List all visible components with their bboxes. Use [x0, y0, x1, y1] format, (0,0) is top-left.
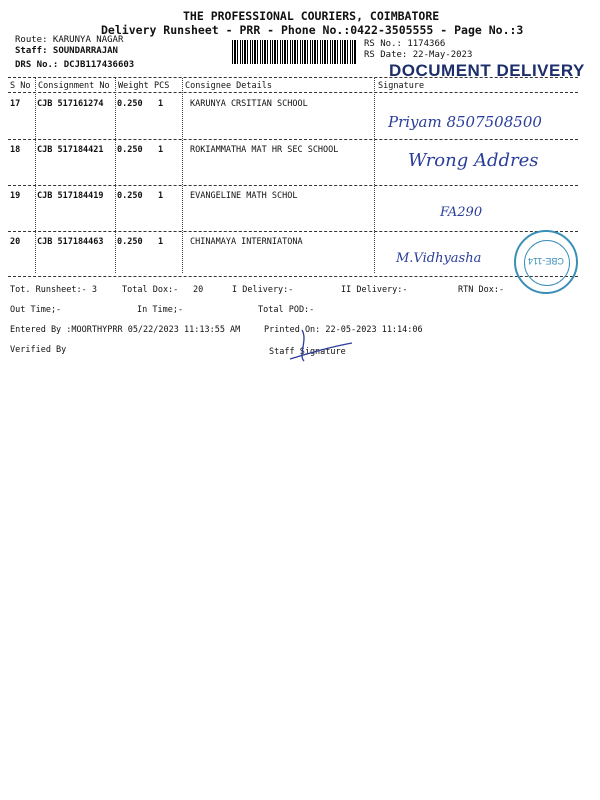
row-weight: 0.250	[117, 237, 143, 247]
staff: Staff: SOUNDARRAJAN	[15, 46, 118, 56]
total-pod: Total POD:-	[258, 305, 315, 315]
row-sno: 19	[10, 191, 21, 201]
row-consignee: CHINAMAYA INTERNIATONA	[190, 237, 303, 247]
printed-on: Printed On: 22-05-2023 11:14:06	[264, 325, 423, 335]
row-consignment: CJB 517161274	[37, 99, 104, 109]
col-consignee: Consignee Details	[185, 81, 272, 91]
entered-by: Entered By :MOORTHYPRR 05/22/2023 11:13:55 AM	[10, 325, 241, 335]
row-signature: Priyam 8507508500	[388, 113, 542, 131]
col-signature: Signature	[378, 81, 425, 91]
row-weight: 0.250	[117, 99, 143, 109]
row-consignment: CJB 517184419	[37, 191, 104, 201]
row-consignment: CJB 517184463	[37, 237, 104, 247]
row-weight: 0.250	[117, 191, 143, 201]
tot-runsheet: Tot. Runsheet:- 3	[10, 285, 97, 295]
row-consignment: CJB 517184421	[37, 145, 104, 155]
col-consignment: Consignment No	[38, 81, 110, 91]
verified-by: Verified By	[10, 345, 67, 355]
table-bottom-rule	[8, 276, 578, 277]
row-sno: 18	[10, 145, 21, 155]
row-rule	[8, 139, 578, 140]
rs-number: RS No.: 1174366	[364, 39, 446, 49]
i-delivery: I Delivery:-	[232, 285, 294, 295]
col-sno: S No	[10, 81, 31, 91]
total-dox-label: Total Dox:-	[122, 285, 179, 295]
row-signature: M.Vidhyasha	[396, 251, 482, 266]
out-time: Out Time;-	[10, 305, 62, 315]
staff-signature-scribble	[280, 325, 360, 365]
rs-date: RS Date: 22-May-2023	[364, 50, 473, 60]
total-dox-value: 20	[193, 285, 204, 295]
seal-text: CBE-114	[528, 256, 564, 266]
row-sno: 17	[10, 99, 21, 109]
drs-number: DRS No.: DCJB117436603	[15, 60, 135, 70]
col-divider	[115, 78, 116, 273]
row-pcs: 1	[158, 191, 164, 201]
row-consignee: EVANGELINE MATH SCHOL	[190, 191, 298, 201]
rtn-dox: RTN Dox:-	[458, 285, 505, 295]
col-divider	[374, 78, 375, 273]
document-delivery-stamp: DOCUMENT DELIVERY	[389, 61, 585, 80]
row-pcs: 1	[158, 99, 164, 109]
col-pcs: PCS	[154, 81, 170, 91]
table-top-rule	[8, 77, 578, 78]
staff-signature: Staff Signature	[269, 347, 346, 357]
col-divider	[182, 78, 183, 273]
row-consignee: ROKIAMMATHA MAT HR SEC SCHOOL	[190, 145, 339, 155]
seal-stamp	[514, 230, 578, 294]
col-divider	[35, 78, 36, 273]
row-signature: FA290	[440, 205, 483, 220]
row-pcs: 1	[158, 145, 164, 155]
barcode	[232, 40, 356, 64]
table-header-rule	[8, 92, 578, 93]
route: Route: KARUNYA NAGAR	[15, 35, 124, 45]
company-name: THE PROFESSIONAL COURIERS, COIMBATORE	[183, 9, 440, 23]
row-sno: 20	[10, 237, 21, 247]
row-signature: Wrong Addres	[408, 150, 539, 171]
row-rule	[8, 185, 578, 186]
in-time: In Time;-	[137, 305, 184, 315]
row-consignee: KARUNYA CRSITIAN SCHOOL	[190, 99, 308, 109]
row-rule	[8, 231, 578, 232]
row-weight: 0.250	[117, 145, 143, 155]
ii-delivery: II Delivery:-	[341, 285, 408, 295]
row-pcs: 1	[158, 237, 164, 247]
col-weight: Weight	[118, 81, 149, 91]
runsheet-title: Delivery Runsheet - PRR - Phone No.:0422-3505555 - Page No.:3	[101, 23, 524, 37]
